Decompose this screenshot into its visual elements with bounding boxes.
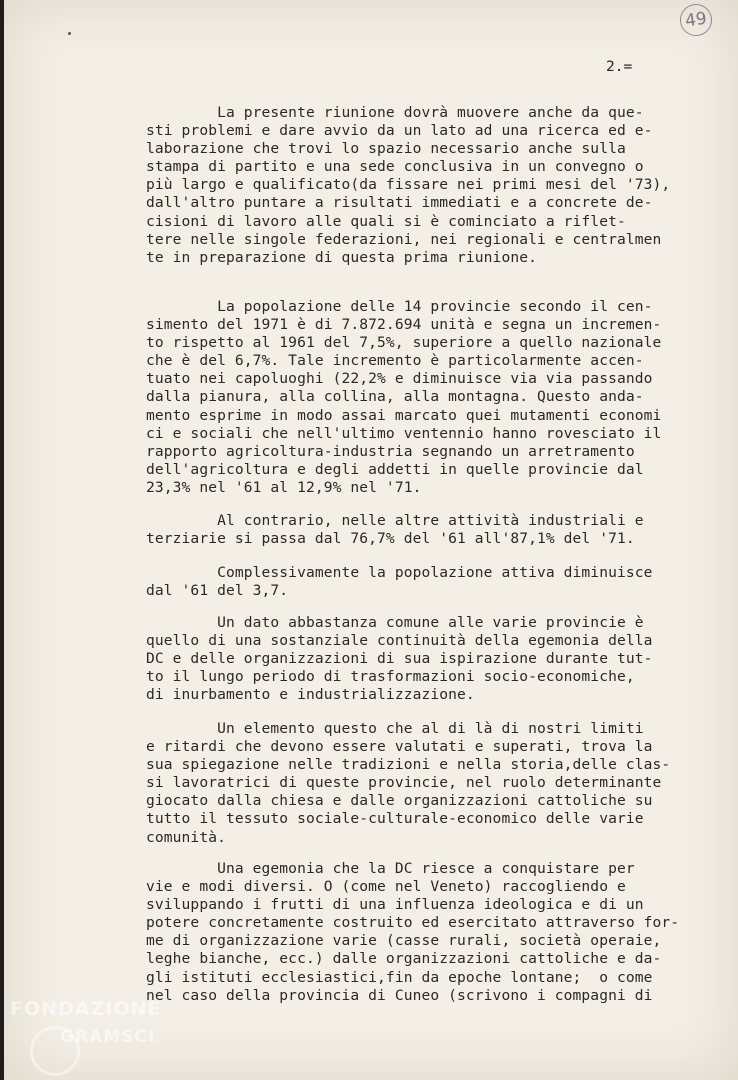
text-line: dalla pianura, alla collina, alla montagna. Questo anda- bbox=[146, 388, 644, 406]
text-line: tuato nei capoluoghi (22,2% e diminuisce via via passando bbox=[146, 370, 653, 388]
text-line: si lavoratrici di queste provincie, nel ruolo determinante bbox=[146, 774, 662, 792]
paragraph-4 bbox=[146, 564, 706, 600]
text-line: Una egemonia che la DC riesce a conquistare per bbox=[146, 860, 635, 877]
watermark-line-1: FONDAZIONE bbox=[10, 998, 162, 1020]
text-line: che è del 6,7%. Tale incremento è particolarmente accen- bbox=[146, 352, 644, 370]
text-line: te in preparazione di questa prima riunione. bbox=[146, 248, 537, 266]
document-page bbox=[4, 0, 738, 1080]
text-line: cisioni di lavoro alle quali si è cominciato a riflet- bbox=[146, 212, 626, 230]
text-line: dell'agricoltura e degli addetti in quelle provincie dal bbox=[146, 460, 644, 478]
watermark-line-2: GRAMSCI bbox=[60, 1027, 156, 1047]
text-line: La presente riunione dovrà muovere anche da que- bbox=[146, 104, 644, 121]
text-line: tutto il tessuto sociale-culturale-economico delle varie bbox=[146, 810, 644, 828]
text-line: comunità. bbox=[146, 828, 226, 846]
text-line: Al contrario, nelle altre attività industriali e bbox=[146, 512, 644, 529]
text-line: e ritardi che devono essere valutati e superati, trova la bbox=[146, 738, 653, 756]
paragraph-6 bbox=[146, 720, 706, 847]
text-line: Un dato abbastanza comune alle varie provincie è bbox=[146, 614, 644, 631]
text-line: Complessivamente la popolazione attiva diminuisce bbox=[146, 564, 653, 581]
ink-speck bbox=[68, 32, 71, 35]
page-number: 2.= bbox=[606, 59, 633, 75]
text-line: me di organizzazione varie (casse rurali, società operaie, bbox=[146, 932, 662, 950]
paragraph-3 bbox=[146, 512, 706, 548]
paragraph-7 bbox=[146, 860, 706, 1005]
paragraph-5 bbox=[146, 614, 706, 704]
text-line: rapporto agricoltura-industria segnando un arretramento bbox=[146, 442, 635, 460]
text-line: di inurbamento e industrializzazione. bbox=[146, 686, 475, 704]
paragraph-2 bbox=[146, 298, 706, 497]
text-line: sviluppando i frutti di una influenza ideologica e di un bbox=[146, 896, 644, 914]
watermark bbox=[10, 998, 210, 1020]
text-line: sua spiegazione nelle tradizioni e nella storia,delle clas- bbox=[146, 756, 671, 774]
text-line: ci e sociali che nell'ultimo ventennio hanno rovesciato il bbox=[146, 424, 662, 442]
text-line: potere concretamente costruito ed esercitato attraverso for- bbox=[146, 914, 680, 932]
text-line: più largo e qualificato(da fissare nei primi mesi del '73), bbox=[146, 176, 671, 194]
archive-stamp-number: 49 bbox=[678, 2, 714, 38]
text-line: simento del 1971 è di 7.872.694 unità e segna un incremen- bbox=[146, 316, 662, 334]
text-line: leghe bianche, ecc.) dalle organizzazioni cattoliche e da- bbox=[146, 950, 662, 968]
paragraph-1 bbox=[146, 104, 706, 267]
text-line: dal '61 del 3,7. bbox=[146, 582, 289, 600]
text-line: terziarie si passa dal 76,7% del '61 all'87,1% del '71. bbox=[146, 530, 635, 548]
text-line: sti problemi e dare avvio da un lato ad una ricerca ed e- bbox=[146, 122, 653, 140]
text-line: La popolazione delle 14 provincie secondo il cen- bbox=[146, 298, 653, 315]
text-line: mento esprime in modo assai marcato quei mutamenti economi bbox=[146, 406, 662, 424]
text-line: dall'altro puntare a risultati immediati e a concrete de- bbox=[146, 194, 653, 212]
text-line: tere nelle singole federazioni, nei regionali e centralmen bbox=[146, 230, 662, 248]
text-line: DC e delle organizzazioni di sua ispirazione durante tut- bbox=[146, 650, 653, 668]
text-line: gli istituti ecclesiastici,fin da epoche lontane; o come bbox=[146, 968, 653, 986]
text-line: to rispetto al 1961 del 7,5%, superiore a quello nazionale bbox=[146, 334, 662, 352]
text-line: nel caso della provincia di Cuneo (scrivono i compagni di bbox=[146, 986, 653, 1004]
text-line: quello di una sostanziale continuità della egemonia della bbox=[146, 632, 653, 650]
text-line: giocato dalla chiesa e dalle organizzazioni cattoliche su bbox=[146, 792, 653, 810]
text-line: 23,3% nel '61 al 12,9% nel '71. bbox=[146, 478, 422, 496]
text-line: Un elemento questo che al di là di nostri limiti bbox=[146, 720, 644, 737]
text-line: to il lungo periodo di trasformazioni socio-economiche, bbox=[146, 668, 635, 686]
text-line: laborazione che trovi lo spazio necessario anche sulla bbox=[146, 140, 626, 158]
text-line: stampa di partito e una sede conclusiva in un convegno o bbox=[146, 158, 644, 176]
text-line: vie e modi diversi. O (come nel Veneto) raccogliendo e bbox=[146, 878, 626, 896]
